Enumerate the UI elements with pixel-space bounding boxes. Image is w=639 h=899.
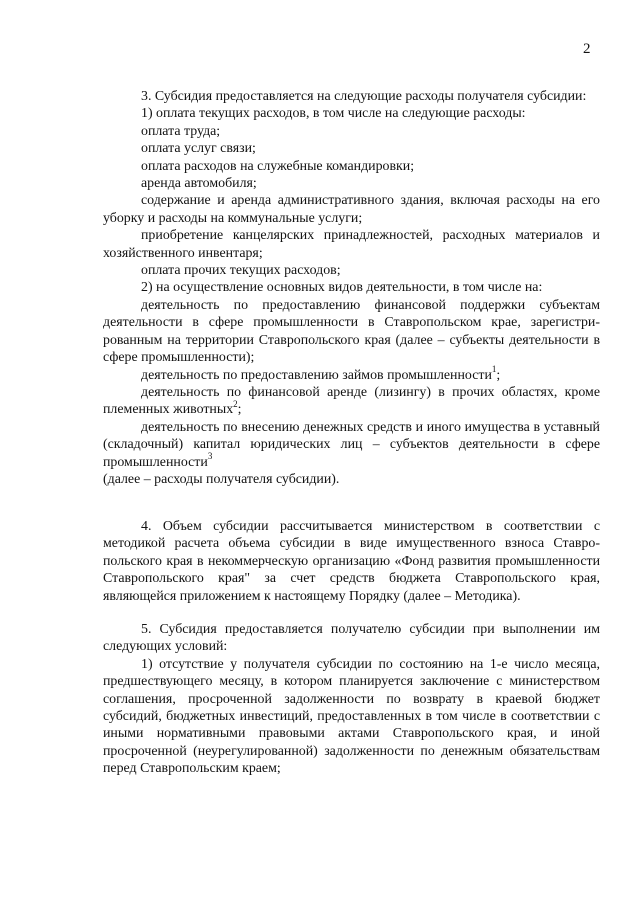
section-3-intro: 3. Субсидия предоставляется на следующие расходы получателя субсидии:: [141, 89, 587, 104]
activity-item: [103, 384, 600, 419]
punctuation: ;: [496, 367, 501, 383]
section-3-closing: (далее – расходы получателя субсидии).: [103, 471, 340, 487]
activity-text: деятельность по финансовой аренде (лизингу) в прочих областях, кроме племенных животных: [103, 384, 600, 418]
activity-text: деятельность по внесению денежных средств и иного имущества в уставный (складочный) капитал юридических лиц – субъектов деятельности в сфере промышленности: [103, 419, 600, 470]
expense-item: оплата расходов на служебные командировки;: [141, 158, 415, 174]
page-number: 2: [583, 41, 591, 57]
section-5: [103, 621, 600, 778]
section-3-item-2: 2) на осуществление основных видов деятельности, в том числе на:: [141, 280, 543, 296]
expense-item: приобретение канцелярских принадлежностей, расходных материалов и хозяйственного инвентаря;: [103, 228, 600, 261]
footnote-marker: 3: [207, 450, 213, 461]
expense-item: оплата услуг связи;: [141, 141, 256, 157]
section-3: [103, 88, 600, 488]
expense-item: оплата труда;: [141, 123, 221, 139]
section-4-text: 4. Объем субсидии рассчитывается министерством в соответствии с методикой расчета объема субсидии в виде имущественного взноса Ставропольского края в некоммерческую организацию «Фонд развития промышленности Ставропольского края" за счет средств бюджета Ставропольского края, являющейся приложением к настоящему Порядку (далее – Методика).: [103, 519, 600, 604]
expense-item: оплата прочих текущих расходов;: [141, 263, 341, 279]
punctuation: ;: [237, 402, 242, 418]
expense-item: аренда автомобиля;: [141, 176, 257, 192]
activity-item: [103, 419, 600, 471]
activity-item: [103, 363, 600, 384]
section-4: [103, 518, 600, 605]
section-5-item-1: 1) отсутствие у получателя субсидии по состоянию на 1-е число месяца, предшествующего месяцу, в котором планируется заключение с министерством соглашения, просроченной задолженности по возврату в краевой бюджет субсидий, бюджетных инвестиций, предоставленных в том числе в соответствии с иными нормативными правовыми актами Ставропольского края, и иной просроченной (неурегулированной) задолженности по денежным обязательствам перед Ставропольским краем;: [103, 656, 600, 777]
activity-item: деятельность по предоставлению финансовой поддержки субъектам деятельности в сфере промышленности в Ставропольском крае, зарегистрированным на территории Ставропольского края (далее – субъекты деятельности в сфере промышленности);: [103, 297, 600, 366]
footnote-marker: 2: [233, 398, 238, 409]
activity-text: деятельность по предоставлению займов промышленности: [141, 367, 492, 383]
section-3-item-1: 1) оплата текущих расходов, в том числе на следующие расходы:: [141, 106, 526, 122]
footnote-marker: 1: [491, 363, 497, 374]
expense-item: содержание и аренда административного здания, включая расходы на его уборку и расходы на коммунальные услуги;: [103, 193, 600, 226]
section-5-intro: 5. Субсидия предоставляется получателю субсидии при выполнении им следующих условий:: [103, 622, 600, 655]
